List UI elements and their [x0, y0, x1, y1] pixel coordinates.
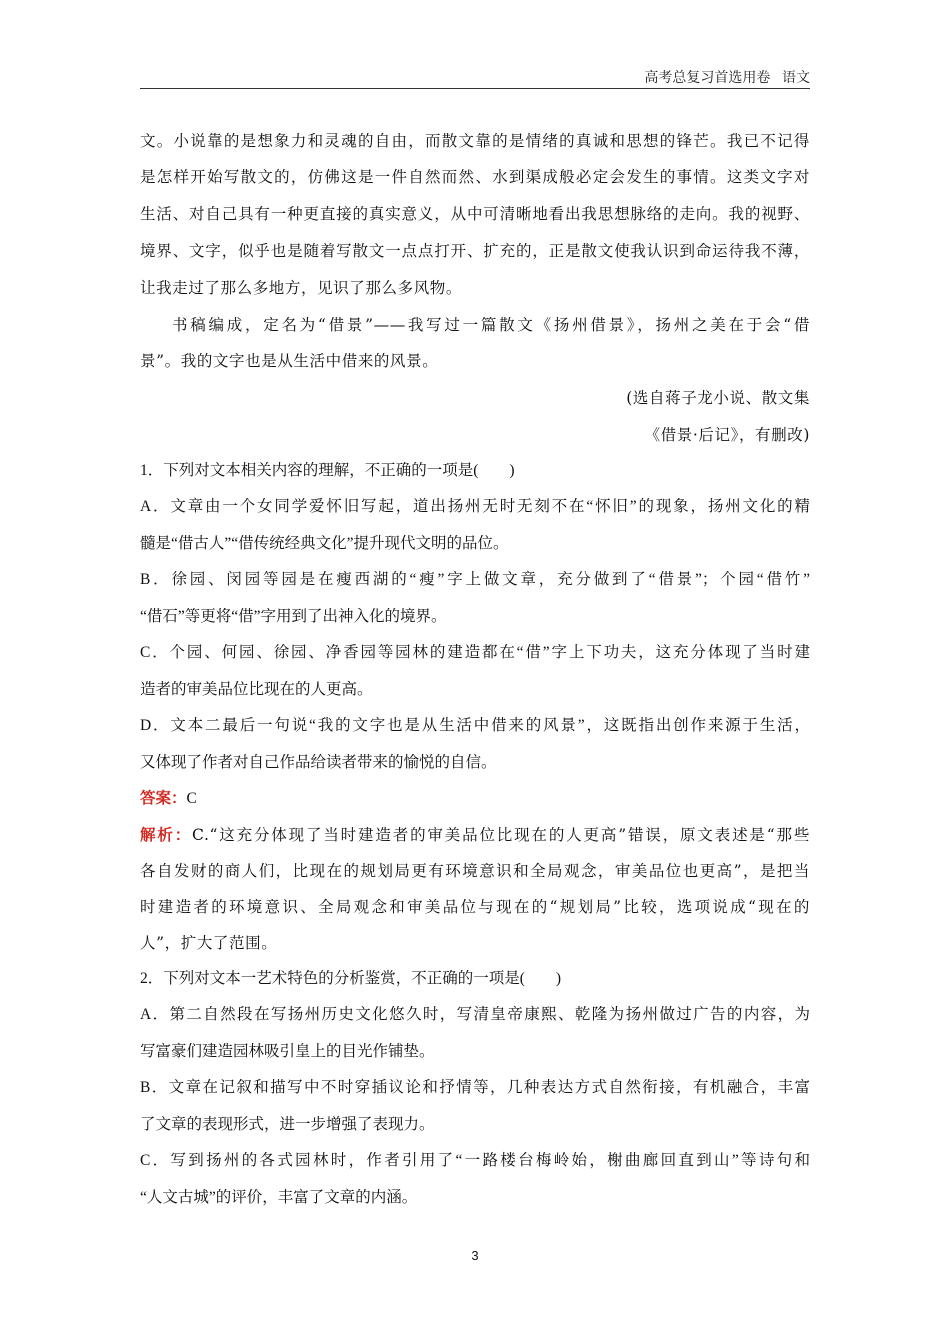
- passage-line: 让我走过了那么多地方，见识了那么多风物。: [140, 279, 463, 297]
- passage-line: 景”。我的文字也是从生活中借来的风景。: [140, 352, 439, 370]
- source-citation: 《借景·后记》，有删改): [644, 426, 810, 444]
- question-2-option: “人文古城”的评价，丰富了文章的内涵。: [140, 1189, 418, 1206]
- analysis-line: 各自发财的商人们，比现在的规划局更有环境意识和全局观念，审美品位也更高”，是把当: [140, 862, 810, 880]
- question-1-option: A．文章由一个女同学爱怀旧写起，道出扬州无时无刻不在“怀旧”的现象，扬州文化的精: [140, 498, 810, 515]
- answer-label: 答案：: [140, 790, 187, 807]
- question-1-option: C．个园、何园、徐园、净香园等园林的建造都在“借”字上下功夫，这充分体现了当时建: [140, 644, 810, 661]
- question-1-option: 髓是“借古人”“借传统经典文化”提升现代文明的品位。: [140, 535, 509, 552]
- question-2-stem: 2．下列对文本一艺术特色的分析鉴赏，不正确的一项是( ): [140, 970, 562, 987]
- header-title: 高考总复习首选用卷: [644, 69, 771, 85]
- question-2-option: A．第二自然段在写扬州历史文化悠久时，写清皇帝康熙、乾隆为扬州做过广告的内容，为: [140, 1006, 810, 1023]
- header-subject: 语文: [782, 69, 810, 85]
- page-number: 3: [471, 1248, 479, 1263]
- analysis-line: 时建造者的环境意识、全局观念和审美品位与现在的“规划局”比较，选项说成“现在的: [140, 898, 810, 916]
- question-2-option: C．写到扬州的各式园林时，作者引用了“一路楼台梅岭始，榭曲廊回直到山”等诗句和: [140, 1152, 810, 1169]
- analysis-line: 人”，扩大了范围。: [140, 934, 278, 952]
- analysis-line: [140, 824, 810, 846]
- passage-line: 文。小说靠的是想象力和灵魂的自由，而散文靠的是情绪的真诚和思想的锋芒。我已不记得: [140, 132, 810, 150]
- passage-line: 生活、对自己具有一种更直接的真实意义，从中可清晰地看出我思想脉络的走向。我的视野、: [140, 205, 810, 223]
- answer-line: [140, 788, 197, 810]
- analysis-text: C.“这充分体现了当时建造者的审美品位比现在的人更高”错误，原文表述是“那些: [192, 826, 810, 844]
- answer-value: C: [186, 790, 197, 807]
- question-1-option: 又体现了作者对自己作品给读者带来的愉悦的自信。: [140, 754, 497, 771]
- passage-line: 是怎样开始写散文的，仿佛这是一件自然而然、水到渠成般必定会发生的事情。这类文字对: [140, 168, 810, 186]
- question-1-option: D．文本二最后一句说“我的文字也是从生活中借来的风景”，这既指出创作来源于生活，: [140, 717, 810, 734]
- question-2-option: 了文章的表现形式，进一步增强了表现力。: [140, 1116, 435, 1133]
- passage-line: 书稿编成，定名为“借景”——我写过一篇散文《扬州借景》，扬州之美在于会“借: [172, 316, 810, 334]
- question-2-option: 写富豪们建造园林吸引皇上的目光作铺垫。: [140, 1043, 435, 1060]
- analysis-label: 解析：: [140, 827, 193, 844]
- question-1-option: B．徐园、闵园等园是在瘦西湖的“瘦”字上做文章，充分做到了“借景”；个园“借竹”: [140, 571, 810, 588]
- header-rule: [140, 88, 810, 89]
- passage-line: 境界、文字，似乎也是随着写散文一点点打开、扩充的，正是散文使我认识到命运待我不薄，: [140, 242, 810, 260]
- page-header: [140, 66, 810, 88]
- question-1-option: “借石”等更将“借”字用到了出神入化的境界。: [140, 608, 447, 625]
- question-1-option: 造者的审美品位比现在的人更高。: [140, 681, 373, 698]
- question-1-stem: 1．下列对文本相关内容的理解，不正确的一项是( ): [140, 462, 515, 479]
- source-citation: (选自蒋子龙小说、散文集: [626, 389, 810, 407]
- question-2-option: B．文章在记叙和描写中不时穿插议论和抒情等，几种表达方式自然衔接，有机融合，丰富: [140, 1079, 810, 1096]
